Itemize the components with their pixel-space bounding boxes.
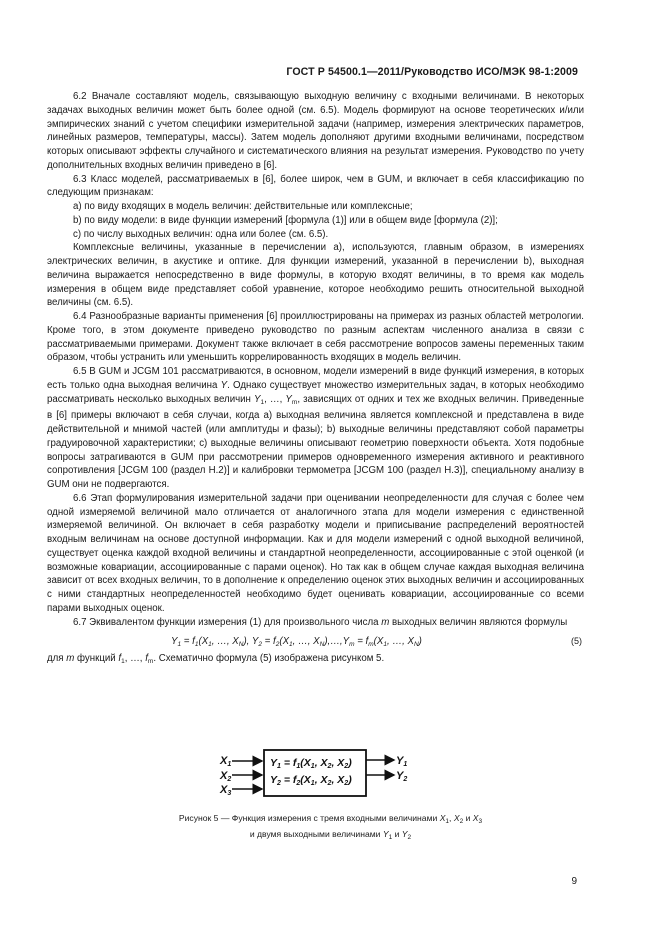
paragraph-6-4: 6.4 Разнообразные варианты применения [6] проиллюстрированы на примерах из разных областей метрологии. Кроме того, в этом документе приведено руководство по разным аспектам численного анализа в связи с рассматриваемыми примерами. Документ также включает в себя рассмотрение вопросов замены переменных таким образом, чтобы устранить или уменьшить коррелированность входящих в модель величин. (47, 311, 584, 364)
figure-5-diagram (216, 748, 416, 810)
output-y2-label: Y2 (396, 770, 408, 783)
input-x1-label: X1 (220, 755, 232, 768)
paragraph-6-6: 6.6 Этап формулирования измерительной задачи при оценивании неопределенности для случая с более чем одной измеряемой величиной мало отличается от аналогичного этапа для модели измерения с единственной измеряемой величиной. Он включает в себя разработку модели и приписывание распределений вероятностей входным величинам на основе доступной информации. Как и для модели измерений с одной выходной величиной, существует оценка каждой входной величины и стандартной неопределенности, ассоциированные с этой оценкой (и возможные ковариации, ассоциированные с парами оценок). Но так как в общем случае каждая выходная величина зависит от всех входных величин, то в дополнение к определению оценок этих выходных величин и ассоциированных с ними стандартных неопределенностей необходимо будет оценивать ковариации, ассоциированные со всеми парами выходных оценок. (47, 492, 584, 614)
paragraph-6-3: 6.3 Класс моделей, рассматриваемых в [6], более широк, чем в GUM, и включает в себя классификацию по следующим признакам: (47, 173, 584, 199)
box-line-1: Y1 = f1(X1, X2, X2) (270, 757, 352, 770)
paragraph-complex: Комплексные величины, указанные в перечислении a), используются, главным образом, в измерениях электрических величин, в акустике и оптике. Для функции измерений, указанной в перечислении b), выходная величина выражается непосредственно в виде формулы, в которую входят величины, в то время как модель измерения в общем виде представляет собой уравнение, которое необходимо решить относительной выходной величины (см. 6.5). (47, 242, 584, 309)
formula-number: (5) (571, 636, 582, 647)
paragraph-6-2: 6.2 Вначале составляют модель, связывающую выходную величину с входными величинами. В некоторых задачах выходных величин может быть более одной (см. 6.5). Модель формируют на основе теоретических и/или эмпирических знаний с учетом специфики измерительной задачи (например, измерения электрических параметров, линейных размеров, температуры, массы). Затем модель дополняют другими входными величинами, посредством которых описывают эффекты случайного и систематического влияния на результат измерения. Руководство по учету дополнительных входных величин приведено в [6]. (47, 91, 584, 171)
figure-caption (100, 812, 561, 844)
output-y1-label: Y1 (396, 755, 408, 768)
paragraph-6-7: 6.7 Эквивалентом функции измерения (1) для произвольного числа m выходных величин являются формулы (73, 616, 568, 628)
page-header: ГОСТ Р 54500.1—2011/Руководство ИСО/МЭК 98-1:2009 (286, 66, 578, 78)
page-number: 9 (571, 876, 577, 887)
input-x2-label: X2 (220, 770, 232, 783)
formula-5 (47, 631, 584, 652)
list-item-c: c) по числу выходных величин: одна или более (см. 6.5). (73, 228, 329, 240)
box-line-2: Y2 = f2(X1, X2, X2) (270, 774, 352, 787)
document-body (47, 90, 584, 669)
caption-line-2: и двумя выходными величинами $Y_1$ и $Y_2$ (249, 829, 412, 841)
list-item-a: a) по виду входящих в модель величин: действительные или комплексные; (73, 201, 413, 212)
input-x3-label: X3 (220, 784, 232, 797)
paragraph-6-5: 6.5 В GUM и JCGM 101 рассматриваются, в основном, модели измерений в виде функций измерения, в которых есть только одна выходная величина Y. Однако существует множество измерительных задач, в которых необходимо рассматривать несколько выходных величин $Y_1$, …, $Y_m$, зависящих от одних и тех же входных величин. Приведенные в [6] примеры включают в себя случаи, когда a) выходная величина является комплексной и представлена в виде действительной и мнимой частей (или амплитуды и фазы); b) выходные величины представляют собой параметры градуировочной характеристики; c) выходные величины описывают геометрию поверхности объекта. Хотя подобные вопросы затрагиваются в GUM при рассмотрении примеров одновременного измерения активного и реактивного сопротивления [JCGM 100 (раздел H.2)] и калибровки термометра [JCGM 100 (раздел H.3)], специальному анализу в GUM они не подвергаются. (47, 366, 584, 490)
caption-line-1: Рисунок 5 — Функция измерения с тремя входными величинами $X_1$, $X_2$ и $X_3$ (178, 813, 483, 825)
list-item-b: b) по виду модели: в виде функции измерений [формула (1)] или в общем виде [формула (2)]; (73, 214, 498, 226)
paragraph-after-formula: для m функций $f_1$, …, $f_m$. Схематично формула (5) изображена рисунком 5. (47, 653, 385, 666)
formula-expression: $Y_1 = f_1(X_1$, …, $X_N$), $Y_2 = f_2(X_1$, …, $X_N),\dots,Y_m = f_m(X_1$, …, $X_N$) (171, 636, 422, 649)
